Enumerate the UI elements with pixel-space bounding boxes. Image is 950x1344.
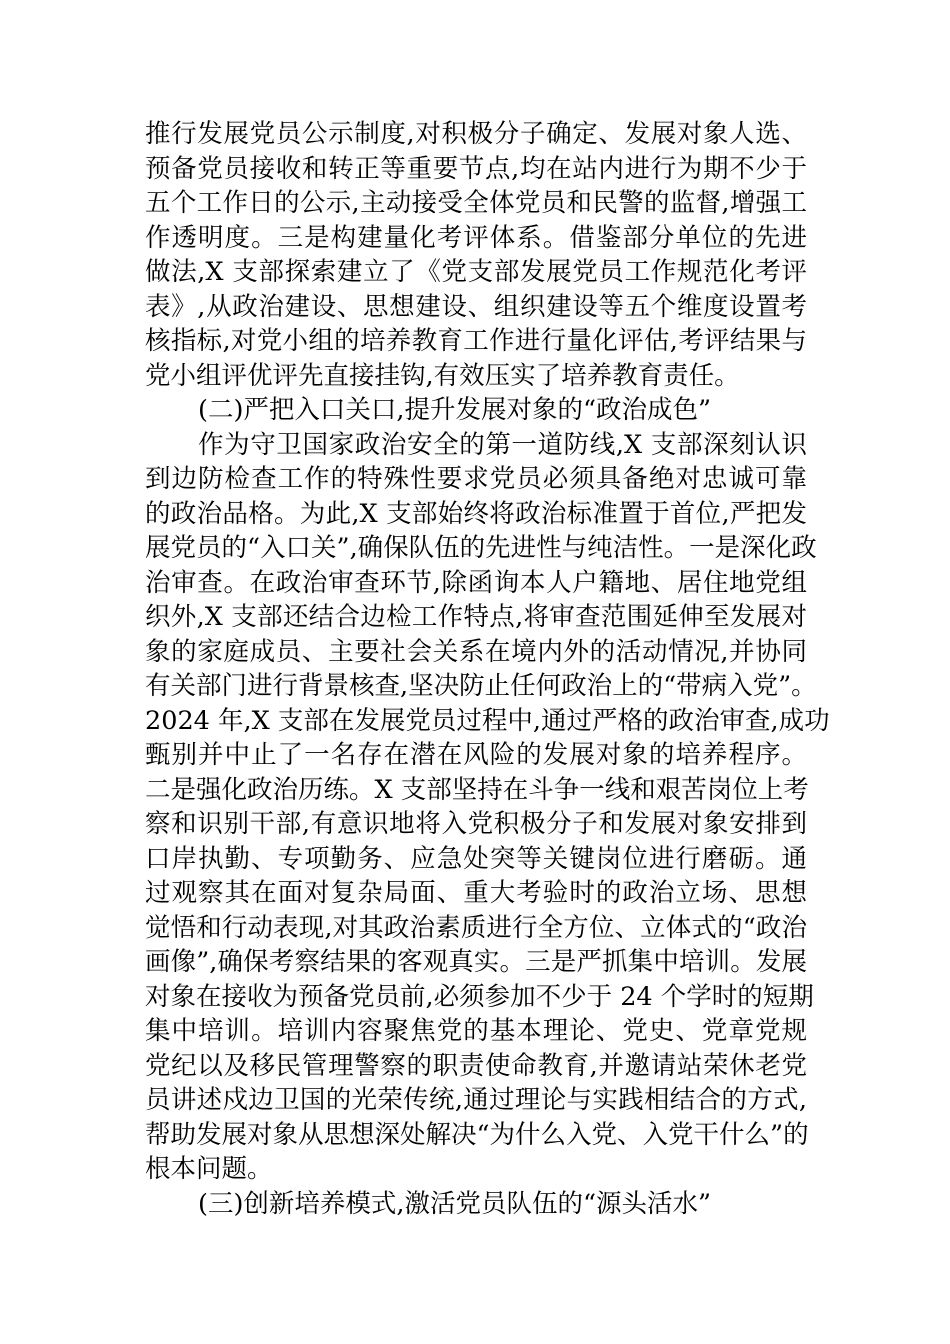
text-line: 甄别并中止了一名存在潜在风险的发展对象的培养程序。 <box>145 740 807 770</box>
text-line: 2024 年,X 支部在发展党员过程中,通过严格的政治审查,成功 <box>145 705 830 736</box>
text-line: 治审查。在政治审查环节,除函询本人户籍地、居住地党组 <box>145 567 807 598</box>
text-line: 展党员的“入口关”,确保队伍的先进性与纯洁性。一是深化政 <box>145 533 817 563</box>
text-line: 到边防检查工作的特殊性要求党员必须具备绝对忠诚可靠 <box>145 464 807 494</box>
text-line: 表》,从政治建设、思想建设、组织建设等五个维度设置考 <box>145 291 807 322</box>
text-line: 做法,X 支部探索建立了《党支部发展党员工作规范化考评 <box>145 257 807 287</box>
text-line: 党纪以及移民管理警察的职责使命教育,并邀请站荣休老党 <box>145 1050 807 1081</box>
text-line: 画像”,确保考察结果的客观真实。三是严抓集中培训。发展 <box>145 947 807 977</box>
paragraph-1 <box>145 117 807 393</box>
text-line: 口岸执勤、专项勤务、应急处突等关键岗位进行磨砺。通 <box>145 843 807 874</box>
section-heading-3: (三)创新培养模式,激活党员队伍的“源头活水” <box>198 1188 712 1219</box>
text-line: 对象在接收为预备党员前,必须参加不少于 24 个学时的短期 <box>145 981 814 1012</box>
text-line: 的政治品格。为此,X 支部始终将政治标准置于首位,严把发 <box>145 498 807 529</box>
text-line: 过观察其在面对复杂局面、重大考验时的政治立场、思想 <box>145 878 807 908</box>
text-line: 象的家庭成员、主要社会关系在境内外的活动情况,并协同 <box>145 636 807 667</box>
text-line: 预备党员接收和转正等重要节点,均在站内进行为期不少于 <box>145 153 807 184</box>
text-line: 织外,X 支部还结合边检工作特点,将审查范围延伸至发展对 <box>145 602 807 632</box>
text-line: 五个工作日的公示,主动接受全体党员和民警的监督,增强工 <box>145 188 807 218</box>
text-line: 根本问题。 <box>145 1154 273 1184</box>
text-line: 党小组评优评先直接挂钩,有效压实了培养教育责任。 <box>145 360 740 391</box>
text-line: 员讲述戍边卫国的光荣传统,通过理论与实践相结合的方式, <box>145 1085 807 1115</box>
text-line: 核指标,对党小组的培养教育工作进行量化评估,考评结果与 <box>145 326 807 356</box>
document-page <box>145 117 830 1221</box>
text-line: 察和识别干部,有意识地将入党积极分子和发展对象安排到 <box>145 809 807 839</box>
text-line: 二是强化政治历练。X 支部坚持在斗争一线和艰苦岗位上考 <box>145 774 809 805</box>
text-line: 有关部门进行背景核查,坚决防止任何政治上的“带病入党”。 <box>145 671 817 701</box>
text-line: 作透明度。三是构建量化考评体系。借鉴部分单位的先进 <box>145 222 807 253</box>
text-line: 推行发展党员公示制度,对积极分子确定、发展对象人选、 <box>145 119 807 149</box>
text-line: 帮助发展对象从思想深处解决“为什么入党、入党干什么”的 <box>145 1119 809 1150</box>
paragraph-2 <box>145 428 830 1187</box>
text-line: 集中培训。培训内容聚焦党的基本理论、党史、党章党规 <box>145 1016 807 1046</box>
text-line: 觉悟和行动表现,对其政治素质进行全方位、立体式的“政治 <box>145 912 807 943</box>
section-heading-2: (二)严把入口关口,提升发展对象的“政治成色” <box>198 395 712 425</box>
text-line: 作为守卫国家政治安全的第一道防线,X 支部深刻认识 <box>198 429 807 460</box>
